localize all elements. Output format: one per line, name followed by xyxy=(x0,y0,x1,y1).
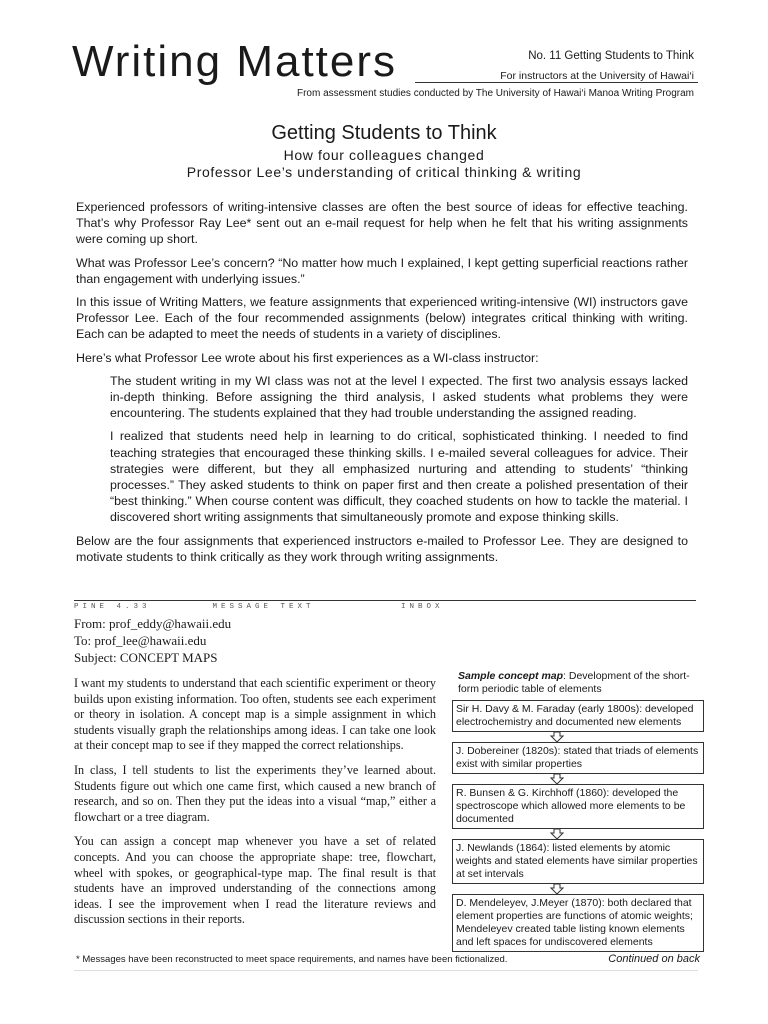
source-label: From assessment studies conducted by The University of Hawai‘i Manoa Writing Program xyxy=(296,88,694,99)
masthead-rule xyxy=(415,82,698,83)
quote-paragraph: The student writing in my WI class was not at the level I expected. The first two analysis essays lacked in-depth thinking. Before assigning the third analysis, I asked students what problems they were encountering. The students explained that they had trouble understanding the assigned reading. xyxy=(110,373,688,421)
footer-rule xyxy=(74,970,698,971)
issue-label: No. 11 Getting Students to Think xyxy=(528,50,694,62)
paragraph: Experienced professors of writing-intensive classes are often the best source of ideas for effective teaching. That’s why Professor Ray Lee* sent out an e-mail request for help when he felt that his writing assignments were coming up short. xyxy=(76,200,688,247)
down-arrow-icon xyxy=(452,829,704,839)
email-subject: Subject: CONCEPT MAPS xyxy=(74,650,218,665)
continued-label: Continued on back xyxy=(608,953,700,965)
down-arrow-icon xyxy=(452,884,704,894)
article-deck-line2: Professor Lee’s understanding of critical thinking & writing xyxy=(186,164,582,180)
paragraph: Below are the four assignments that experienced instructors e-mailed to Professor Lee. They are designed to motivate students to think critically as they work through writing assignments. xyxy=(76,533,688,564)
down-arrow-icon xyxy=(452,732,704,742)
concept-map-step: J. Dobereiner (1820s): stated that triads of elements exist with similar properties xyxy=(452,742,704,774)
concept-map-step: Sir H. Davy & M. Faraday (early 1800s): developed electrochemistry and documented new elements xyxy=(452,700,704,732)
concept-map-step: J. Newlands (1864): listed elements by atomic weights and stated elements have similar properties at set intervals xyxy=(452,839,704,884)
article-headline: Getting Students to Think xyxy=(271,122,497,144)
concept-map-caption-bold: Sample concept map xyxy=(458,670,564,682)
paragraph: What was Professor Lee’s concern? “No matter how much I explained, I kept getting superficial reactions rather than engagement with underlying issues.” xyxy=(76,255,688,286)
email-client-label: PINE 4.33 xyxy=(74,603,151,611)
email-paragraph: I want my students to understand that each scientific experiment or theory builds upon existing information. Too often, students see each experiment or theory in isolation. A concept map is a simple assignment in which students visually graph the relationships among ideas. I can take one look at their concept map to see if they mapped the correct relationships. xyxy=(74,676,436,753)
concept-map-step: D. Mendeleyev, J.Meyer (1870): both declared that element properties are functions of atomic weights; Mendeleyev created table listing known elements and left spaces for undiscovered elements xyxy=(452,894,704,952)
paragraph: In this issue of Writing Matters, we feature assignments that experienced writing-intensive (WI) instructors gave Professor Lee. Each of the four recommended assignments (below) integrates critical thinking with writing. Each can be adapted to meet the needs of students in a variety of disciplines. xyxy=(76,295,688,342)
audience-label: For instructors at the University of Hawai‘i xyxy=(500,70,694,82)
email-header xyxy=(74,615,231,666)
email-view-label: MESSAGE TEXT xyxy=(212,603,315,611)
email-folder-label: INBOX xyxy=(401,603,444,611)
masthead-title: Writing Matters xyxy=(72,37,398,86)
email-to: To: prof_lee@hawaii.edu xyxy=(74,633,207,648)
down-arrow-icon xyxy=(452,774,704,784)
email-body xyxy=(74,676,436,937)
email-status-bar xyxy=(74,600,696,611)
concept-map-step: R. Bunsen & G. Kirchhoff (1860): developed the spectroscope which allowed more elements to be documented xyxy=(452,784,704,829)
article-deck-line1: How four colleagues changed xyxy=(283,147,485,163)
concept-map-caption-text: : Development of the short-form periodic table of elements xyxy=(458,670,690,695)
footnote: * Messages have been reconstructed to meet space requirements, and names have been fictionalized. xyxy=(76,954,508,965)
quote-paragraph: I realized that students need help in learning to do critical, sophisticated thinking. I needed to find teaching strategies that encouraged these thinking skills. I e-mailed several colleagues for advice. Their strategies were different, but they all emphasized nurturing and attending to students’ “thinking processes.” They asked students to think on paper first and then create a polished presentation of their “best thinking.” When course content was difficult, they coached students on how to tackle the material. I discovered short writing assignments that simultaneously promote and expose thinking skills. xyxy=(110,429,688,525)
article-body xyxy=(76,199,688,572)
concept-map xyxy=(452,670,704,952)
paragraph: Here’s what Professor Lee wrote about his first experiences as a WI-class instructor: xyxy=(76,350,539,365)
email-from: From: prof_eddy@hawaii.edu xyxy=(74,616,232,631)
email-paragraph: In class, I tell students to list the experiments they’ve learned about. Students figure out which one came first, which caused a new branch of research, and so on. Then they put the ideas into a visual “map,” either a flowchart or a tree diagram. xyxy=(74,762,436,824)
concept-map-caption xyxy=(458,670,704,696)
email-paragraph: You can assign a concept map whenever you have a set of related concepts. And you can choose the appropriate shape: tree, flowchart, wheel with spokes, or geographical-type map. The final result is that students have an improved understanding of the connections among ideas. I see the improvement when I read the literature reviews and discussion sections in their reports. xyxy=(74,834,436,927)
